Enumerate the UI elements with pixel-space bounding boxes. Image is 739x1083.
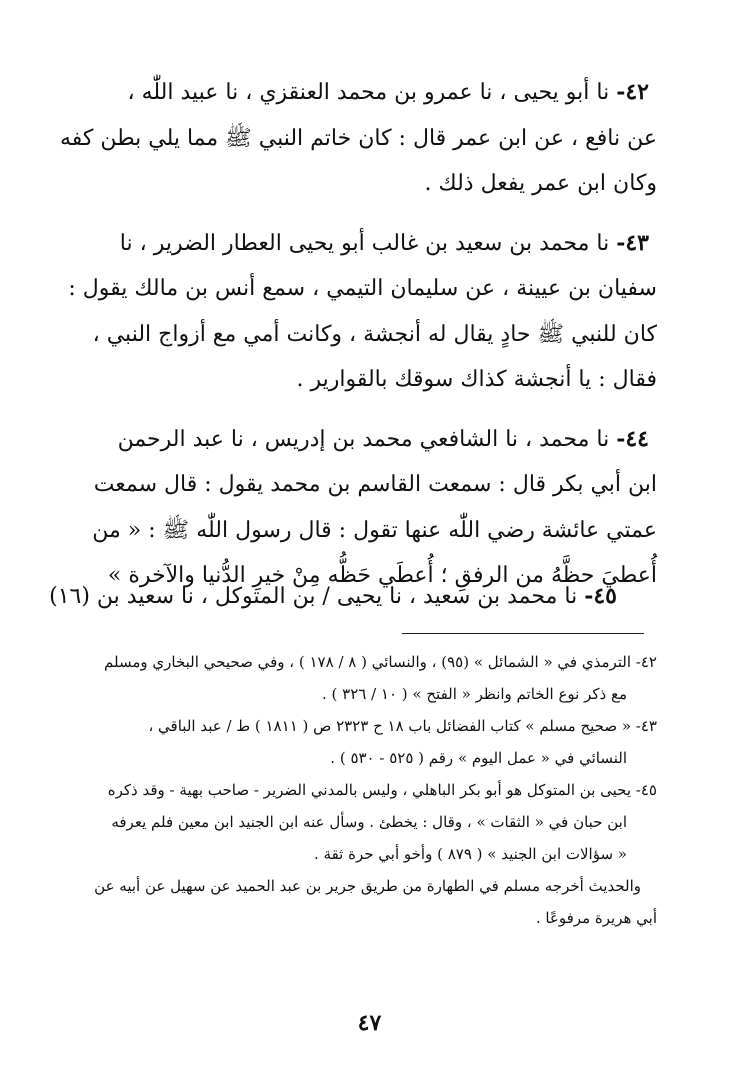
hadith-44 xyxy=(77,417,657,599)
text-line: عن نافع ، عن ابن عمر قال : كان خاتم النبي ﷺ مما يلي بطن كفه xyxy=(59,125,657,151)
text-line: وكان ابن عمر يفعل ذلك . xyxy=(424,171,657,196)
footnote-line: أبي هريرة مرفوعًا . xyxy=(535,909,657,927)
footnote-45 xyxy=(77,774,657,870)
text-line: أُعطيَ حظَّهُ من الرفقِ ؛ أُعطَي حَظُّه مِنْ خيرِ الدُّنيا والآخرة » xyxy=(107,563,657,588)
text-line: ٤٢- نا أبو يحيى ، نا عمرو بن محمد العنقزي ، نا عبيد اللّٰه ، xyxy=(127,79,649,105)
text-line: ٤٥- نا محمد بن سعيد ، نا يحيى / بن المتوكل ، نا سعيد بن (١٦) xyxy=(49,583,617,609)
hadith-number: ٤٥- xyxy=(584,583,617,609)
footnote-line: « سؤالات ابن الجنيد » ( ٨٧٩ ) وأخو أبي حرة ثقة . xyxy=(314,845,627,863)
text-line: ابن أبي بكر قال : سمعت القاسم بن محمد يقول : قال سمعت xyxy=(93,472,657,497)
hadith-45 xyxy=(49,574,657,620)
footnote-line: ٤٣- « صحيح مسلم » كتاب الفضائل باب ١٨ ح ٢٣٢٣ ص ( ١٨١١ ) ط / عبد الباقي ، xyxy=(148,717,657,735)
footnote-line: ابن حبان في « الثقات » ، وقال : يخطئ . وسأل عنه ابن الجنيد ابن معين فلم يعرفه xyxy=(111,813,627,831)
footnote-42 xyxy=(77,646,657,710)
hadith-42 xyxy=(59,70,657,207)
text-line: ٤٤- نا محمد ، نا الشافعي محمد بن إدريس ، نا عبد الرحمن xyxy=(117,425,649,452)
text-line: فقال : يا أنجشة كذاك سوقك بالقوارير . xyxy=(296,367,657,392)
footnote-line: النسائي في « عمل اليوم » رقم ( ٥٢٥ - ٥٣٠ ) . xyxy=(330,749,627,767)
footnote-line: والحديث أخرجه مسلم في الطهارة من طريق جرير بن عبد الحميد عن سهيل عن أبيه عن xyxy=(94,877,641,895)
footnote-line: مع ذكر نوع الخاتم وانظر « الفتح » ( ١٠ / ٣٢٦ ) . xyxy=(321,685,627,703)
text-line: ٤٣- نا محمد بن سعيد بن غالب أبو يحيى العطار الضرير ، نا xyxy=(119,229,649,256)
footnote-divider xyxy=(402,633,644,634)
footnote-hadith-note xyxy=(77,870,657,934)
footnote-line: ٤٢- الترمذي في « الشمائل » (٩٥) ، والنسائي ( ٨ / ١٧٨ ) ، وفي صحيحي البخاري ومسلم xyxy=(104,653,657,671)
main-text xyxy=(49,70,657,613)
hadith-43 xyxy=(68,221,657,403)
footnote-43 xyxy=(77,710,657,774)
text-line: كان للنبي ﷺ حادٍ يقال له أنجشة ، وكانت أمي مع أزواج النبي ، xyxy=(92,321,657,347)
hadith-number: ٤٤- xyxy=(616,425,649,452)
footnote-line: ٤٥- يحيى بن المتوكل هو أبو بكر الباهلي ، وليس بالمدني الضرير - صاحب بهية - وقد ذكره xyxy=(107,781,657,799)
page-number: ٤٧ xyxy=(357,1010,382,1036)
hadith-number: ٤٣- xyxy=(616,229,649,256)
hadith-number: ٤٢- xyxy=(616,79,649,105)
text-line: سفيان بن عيينة ، عن سليمان التيمي ، سمع أنس بن مالك يقول : xyxy=(68,276,657,301)
footnotes xyxy=(77,646,657,934)
text-line: عمتي عائشة رضي اللّٰه عنها تقول : قال رسول اللّٰه ﷺ : « من xyxy=(92,517,657,543)
